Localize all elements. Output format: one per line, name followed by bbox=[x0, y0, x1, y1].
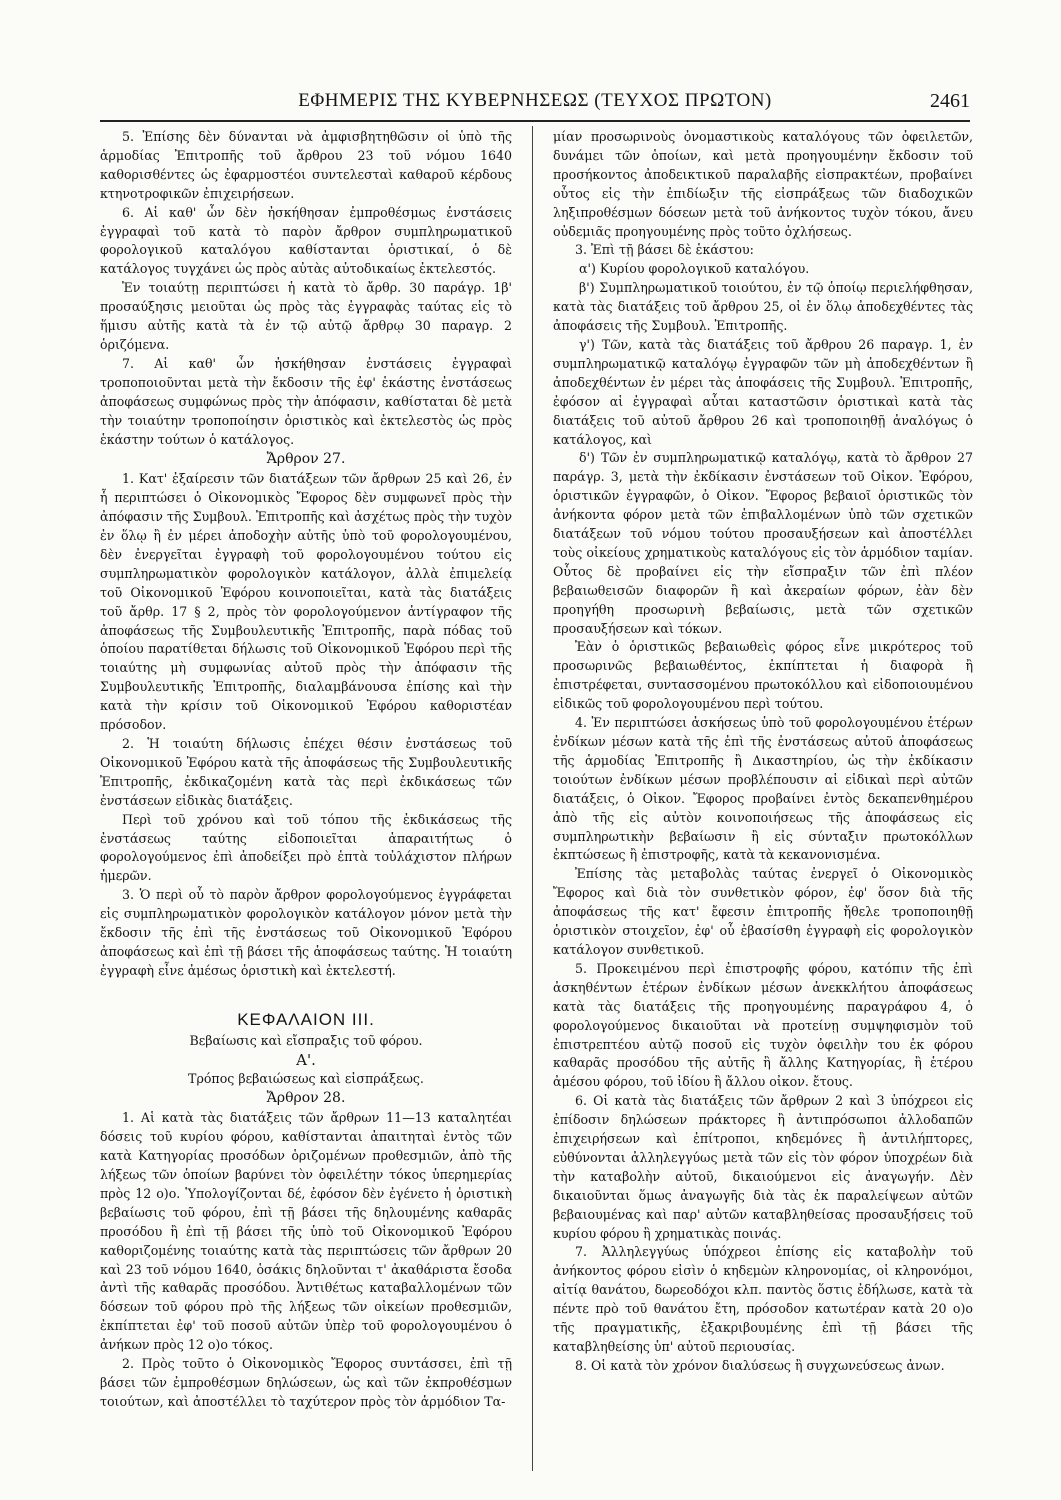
page-number: 2461 bbox=[930, 90, 970, 112]
list-item: α') Κυρίου φορολογικοῦ καταλόγου. bbox=[579, 261, 810, 277]
paragraph: μίαν προσωρινοὺς ὀνομαστικοὺς καταλόγους τῶν ὀφειλετῶν, δυνάμει τῶν ὁποίων, καὶ μετὰ προηγουμένην ἔκδοσιν τοῦ προσήκοντος ἀποδεικτικοῦ παραλαβῆς εἰσπρακτέων, προβαίνει οὗτος εἰς τὴν ἐπιδίωξιν τῆς εἰσπράξεως τῶν διαδοχικῶν ληξιπροθέσμων δόσεων μετὰ τοῦ ἀνήκοντος τυχὸν τόκου, ἄνευ οὐδεμιᾶς προηγουμένης πρὸς τοῦτο ὀχλήσεως. bbox=[553, 129, 973, 239]
paragraph: 1. Κατ' ἐξαίρεσιν τῶν διατάξεων τῶν ἄρθρων 25 καὶ 26, ἐν ἧ περιπτώσει ὁ Οἰκονομικὸς Ἔφορος δὲν συμφωνεῖ πρὸς τὴν ἀπόφασιν τῆς Συμβουλ. Ἐπιτροπῆς καὶ ἀσχέτως πρὸς τὴν τυχὸν ἐν ὅλῳ ἢ ἐν μέρει ἀποδοχὴν αὐτῆς ὑπὸ τοῦ φορολογουμένου, δὲν ἐνεργεῖται ἐγγραφὴ τοῦ φορολογουμένου τούτου εἰς συμπληρωματικὸν φορολογικὸν κατάλογον, ἀλλὰ ἐπιμελείᾳ τοῦ Οἰκονομικοῦ Ἐφόρου κοινοποιεῖται, κατὰ τὰς διατάξεις τοῦ ἄρθρ. 17 § 2, πρὸς τὸν φορολογούμενον ἀντίγραφον τῆς ἀποφάσεως τῆς Συμβουλευτικῆς Ἐπιτροπῆς, παρὰ πόδας τοῦ ὁποίου παρατίθεται δήλωσις τοῦ Οἰκονομικοῦ Ἐφόρου περὶ τῆς τοιαύτης μὴ συμφωνίας αὐτοῦ πρὸς τὴν ἀπόφασιν τῆς Συμβουλευτικῆς Ἐπιτροπῆς, διαλαμβάνουσα ἐπίσης καὶ τὴν κατὰ τὴν κρίσιν τοῦ Οἰκονομικοῦ Ἐφόρου καθοριστέαν πρόσοδον. bbox=[100, 471, 512, 733]
list-item: γ') Τῶν, κατὰ τὰς διατάξεις τοῦ ἄρθρου 26 παραγρ. 1, ἐν συμπληρωματικῷ καταλόγῳ ἐγγραφῶν τῶν μὴ ἀποδεχθέντων ἢ ἀποδεχθέντων ἐν μέρει τὰς ἀποφάσεις τῆς Συμβουλ. Ἐπιτροπῆς, ἐφόσον αἱ ἐγγραφαὶ αὗται καταστῶσιν ὁριστικαὶ κατὰ τὰς διατάξεις τοῦ αὐτοῦ ἄρθρου 26 καὶ τροποποιηθῇ ἀναλόγως ὁ κατάλογος, καὶ bbox=[553, 336, 973, 447]
paragraph: Ἐν τοιαύτῃ περιπτώσει ἡ κατὰ τὸ ἄρθρ. 30 παράγρ. 1β' προσαύξησις μειοῦται ὡς πρὸς τὰς ἐγγραφὰς ταύτας εἰς τὸ ἥμισυ αὐτῆς κατὰ τὰ ἐν τῷ αὐτῷ ἄρθρῳ 30 παραγρ. 2 ὁριζόμενα. bbox=[100, 280, 512, 352]
gazette-title: ΕΦΗΜΕΡΙΣ ΤΗΣ ΚΥΒΕΡΝΗΣΕΩΣ (ΤΕΥΧΟΣ ΠΡΩΤΟΝ) bbox=[298, 90, 772, 111]
paragraph: 5. Ἐπίσης δὲν δύνανται νὰ ἀμφισβητηθῶσιν οἱ ὑπὸ τῆς ἁρμοδίας Ἐπιτροπῆς τοῦ ἄρθρου 23 τοῦ νόμου 1640 καθορισθέντες ὡς ἐφαρμοστέοι συντελεσταὶ καθαροῦ κέρδους κτηνοτροφικῶν ἐπιχειρήσεων. bbox=[100, 129, 512, 201]
chapter-subtitle: Βεβαίωσις καὶ εἴσπραξις τοῦ φόρου. bbox=[189, 1032, 423, 1048]
paragraph: 2. Ἡ τοιαύτη δήλωσις ἐπέχει θέσιν ἐνστάσεως τοῦ Οἰκονομικοῦ Ἐφόρου κατὰ τῆς ἀποφάσεως τῆς Συμβουλευτικῆς Ἐπιτροπῆς, ἐκδικαζομένη κατὰ τὰς περὶ ἐκδικάσεως τῶν ἐνστάσεων εἰδικὰς διατάξεις. bbox=[100, 736, 512, 808]
paragraph: 7. Ἀλληλεγγύως ὑπόχρεοι ἐπίσης εἰς καταβολὴν τοῦ ἀνήκοντος φόρου εἰσὶν ὁ κηδεμὼν κληρονομίας, οἱ κληρονόμοι, αἰτίᾳ θανάτου, δωρεοδόχοι κλπ. παντὸς ὅστις ἐδήλωσε, κατὰ τὰ πέντε πρὸ τοῦ θανάτου ἔτη, πρόσοδον κατωτέραν κατὰ 20 ο)ο τῆς πραγματικῆς, ἐξακριβουμένης ἐπὶ τῇ βάσει τῆς καταβληθείσης ὑπ' αὐτοῦ περιουσίας. bbox=[553, 1244, 973, 1354]
header-rule bbox=[100, 120, 970, 122]
paragraph: 4. Ἐν περιπτώσει ἀσκήσεως ὑπὸ τοῦ φορολογουμένου ἑτέρων ἐνδίκων μέσων κατὰ τῆς ἐπὶ τῆς ἐνστάσεως αὐτοῦ ἀποφάσεως τῆς ἁρμοδίας Ἐπιτροπῆς ἢ Δικαστηρίου, ὡς τὴν ἐκδίκασιν τοιούτων ἐνδίκων μέσων προβλέπουσιν αἱ εἰδικαὶ περὶ αὐτῶν διατάξεις, ὁ Οἰκον. Ἔφορος προβαίνει ἐντὸς δεκαπενθημέρου ἀπὸ τῆς εἰς αὐτὸν κοινοποιήσεως τῆς ἀποφάσεως εἰς συμπληρωτικὴν βεβαίωσιν ἢ εἰς σύνταξιν πρωτοκόλλων ἐκπτώσεως ἢ ἐπιστροφῆς, κατὰ τὰ κεκανονισμένα. bbox=[553, 715, 973, 863]
page-header bbox=[100, 88, 970, 118]
paragraph: 1. Αἱ κατὰ τὰς διατάξεις τῶν ἄρθρων 11—13 καταλητέαι δόσεις τοῦ κυρίου φόρου, καθίστανται ἀπαιτηταὶ ἐντὸς τῶν κατὰ Κατηγορίας προσόδων ὁριζομένων προθεσμιῶν, ἀπὸ τῆς λήξεως τῶν ὁποίων βαρύνει τὸν ὀφειλέτην τόκος ὑπερημερίας πρὸς 12 ο)ο. Ὑπολογίζονται δέ, ἐφόσον δὲν ἐγένετο ἡ ὁριστικὴ βεβαίωσις τοῦ φόρου, ἐπὶ τῇ βάσει τῆς δηλουμένης καθαρᾶς προσόδου ἢ ἐπὶ τῇ βάσει τῆς ὑπὸ τοῦ Οἰκονομικοῦ Ἐφόρου καθοριζομένης τοιαύτης κατὰ τὰς περιπτώσεις τῶν ἄρθρων 20 καὶ 23 τοῦ νόμου 1640, ὁσάκις δηλοῦνται τ' ἀκαθάριστα ἔσοδα ἀντὶ τῆς καθαρᾶς προσόδου. Ἀντιθέτως καταβαλλομένων τῶν δόσεων τοῦ φόρου πρὸ τῆς λήξεως τῶν οἰκείων προθεσμιῶν, ἐκπίπτεται ἐφ' τοῦ ποσοῦ αὐτῶν ὑπὲρ τοῦ φορολογουμένου ὁ ἀνήκων πρὸς 12 ο)ο τόκος. bbox=[100, 1110, 512, 1353]
paragraph: 8. Οἱ κατὰ τὸν χρόνον διαλύσεως ἢ συγχωνεύσεως ἀνων. bbox=[575, 1357, 945, 1373]
chapter-heading: ΚΕΦΑΛΑΙΟΝ ΙΙΙ. bbox=[237, 1009, 375, 1029]
paragraph: 5. Προκειμένου περὶ ἐπιστροφῆς φόρου, κατόπιν τῆς ἐπὶ ἀσκηθέντων ἑτέρων ἐνδίκων μέσων ἀνεκκλήτου ἀποφάσεως κατὰ τὰς διατάξεις τῆς προηγουμένης παραγράφου 4, ὁ φορολογούμενος δικαιοῦται νὰ προτείνῃ συμψηφισμὸν τοῦ ἐπιστρεπτέου αὐτῷ ποσοῦ εἰς τυχὸν ὀφειλὴν του ἐκ φόρου καθαρᾶς προσόδου τῆς αὐτῆς ἢ ἄλλης Κατηγορίας, ἢ ἑτέρου ἀμέσου φόρου, τοῦ ἰδίου ἢ ἄλλου οἰκον. ἔτους. bbox=[553, 960, 973, 1090]
column-divider bbox=[532, 126, 533, 1471]
paragraph: 7. Αἱ καθ' ὧν ἠσκήθησαν ἐνστάσεις ἐγγραφαὶ τροποποιοῦνται μετὰ τὴν ἔκδοσιν τῆς ἐφ' ἑκάστης ἐνστάσεως ἀποφάσεως συμφώνως πρὸς τὴν ἀπόφασιν, καθίσταται δὲ μετὰ τὴν τοιαύτην τροποποίησιν ὁριστικὸς καὶ ἐκτελεστὸς ὡς πρὸς ἑκάστην τούτων ὁ κατάλογος. bbox=[100, 355, 512, 447]
right-column bbox=[553, 128, 973, 1473]
article-heading: Ἄρθρον 27. bbox=[266, 451, 346, 468]
list-item: β') Συμπληρωματικοῦ τοιούτου, ἐν τῷ ὁποίῳ περιελήφθησαν, κατὰ τὰς διατάξεις τοῦ ἄρθρου 25, οἱ ἐν ὅλῳ ἀποδεχθέντες τὰς ἀποφάσεις τῆς Συμβουλ. Ἐπιτροπῆς. bbox=[553, 280, 973, 334]
paragraph: 3. Ἐπὶ τῇ βάσει δὲ ἑκάστου: bbox=[575, 242, 754, 258]
paragraph: Ἐὰν ὁ ὁριστικῶς βεβαιωθεὶς φόρος εἶνε μικρότερος τοῦ προσωρινῶς βεβαιωθέντος, ἐκπίπτεται ἡ διαφορὰ ἢ ἐπιστρέφεται, συντασσομένου πρωτοκόλλου καὶ εἰδοποιουμένου εἰδικῶς τοῦ φορολογουμένου περὶ τούτου. bbox=[553, 639, 973, 712]
paragraph: 2. Πρὸς τοῦτο ὁ Οἰκονομικὸς Ἔφορος συντάσσει, ἐπὶ τῇ βάσει τῶν ἐμπροθέσμων δηλώσεων, ὡς καὶ τῶν ἐκπροθέσμων τοιούτων, καὶ ἀποστέλλει τὸ ταχύτερον πρὸς τὸν ἁρμόδιον Τα- bbox=[100, 1356, 512, 1409]
left-column bbox=[100, 128, 512, 1473]
paragraph: 6. Αἱ καθ' ὧν δὲν ἠσκήθησαν ἐμπροθέσμως ἐνστάσεις ἐγγραφαὶ τοῦ κατὰ τὸ παρὸν ἄρθρον συμπληρωματικοῦ φορολογικοῦ καταλόγου καθίστανται ὁριστικαί, ὁ δὲ κατάλογος τυγχάνει ὡς πρὸς αὐτὰς αὐτοδικαίως ἐκτελεστός. bbox=[100, 204, 512, 277]
article-heading: Ἄρθρον 28. bbox=[266, 1090, 346, 1107]
paragraph: 6. Οἱ κατὰ τὰς διατάξεις τῶν ἄρθρων 2 καὶ 3 ὑπόχρεοι εἰς ἐπίδοσιν δηλώσεων πράκτορες ἢ ἀντιπρόσωποι ἀλλοδαπῶν ἐπιχειρήσεων καὶ ἐπίτροποι, κηδεμόνες ἢ ἀντιλήπτορες, εὐθύνονται ἀλληλεγγύως μετὰ τῶν εἰς τὸν φόρον ὑποχρέων διὰ τὴν καταβολὴν αὐτοῦ, δικαιούμενοι εἰς ἀναγωγήν. Δὲν δικαιοῦνται ὅμως ἀναγωγῆς διὰ τὰς ἐκ παραλείψεων αὐτῶν βεβαιουμένας καὶ παρ' αὐτῶν καταβληθείσας προσαυξήσεις τοῦ κυρίου φόρου ἢ χρηματικὰς ποινάς. bbox=[553, 1093, 973, 1241]
section-heading: Α'. bbox=[296, 1050, 316, 1069]
paragraph: 3. Ὁ περὶ οὗ τὸ παρὸν ἄρθρον φορολογούμενος ἐγγράφεται εἰς συμπληρωματικὸν φορολογικὸν κατάλογον μόνον μετὰ τὴν ἔκδοσιν τῆς ἐπὶ τῆς ἐνστάσεως τοῦ Οἰκονομικοῦ Ἐφόρου ἀποφάσεως καὶ ἐπὶ τῇ βάσει τῆς ἀποφάσεως ταύτης. Ἡ τοιαύτη ἐγγραφὴ εἶνε ἀμέσως ὁριστικὴ καὶ ἐκτελεστή. bbox=[100, 887, 512, 978]
paragraph: Περὶ τοῦ χρόνου καὶ τοῦ τόπου τῆς ἐκδικάσεως τῆς ἐνστάσεως ταύτης εἰδοποιεῖται ἀπαραιτήτως ὁ φορολογούμενος ἐπὶ ἀποδείξει πρὸ ἑπτὰ τοὐλάχιστον πλήρων ἡμερῶν. bbox=[100, 811, 512, 884]
section-subtitle: Τρόπος βεβαιώσεως καὶ εἰσπράξεως. bbox=[188, 1070, 424, 1086]
paragraph: Ἐπίσης τὰς μεταβολὰς ταύτας ἐνεργεῖ ὁ Οἰκονομικὸς Ἔφορος καὶ διὰ τὸν συνθετικὸν φόρον, ἐφ' ὅσον διὰ τῆς ἀποφάσεως τῆς κατ' ἔφεσιν ἐπιτροπῆς ἤθελε τροποποιηθῇ ὁριστικὸν στοιχεῖον, ἐφ' οὗ ἐβασίσθη ἐγγραφὴ εἰς φορολογικὸν κατάλογον συνθετικοῦ. bbox=[553, 866, 973, 957]
list-item: δ') Τῶν ἐν συμπληρωματικῷ καταλόγῳ, κατὰ τὸ ἄρθρον 27 παράγρ. 3, μετὰ τὴν ἐκδίκασιν ἐνστάσεων τοῦ Οἰκον. Ἐφόρου, ὁριστικῶν ἐγγραφῶν, ὁ Οἰκον. Ἔφορος βεβαιοῖ ὁριστικῶς τὸν ἀνήκοντα φόρον μετὰ τῶν ἐπιβαλλομένων ὑπὸ τῶν σχετικῶν διατάξεων τοῦ νόμου τούτου προσαυξήσεων καὶ ἀποστέλλει τοὺς οἰκείους χρηματικοὺς καταλόγους εἰς τὸν ἁρμόδιον ταμίαν. Οὗτος δὲ προβαίνει εἰς τὴν εἴσπραξιν τῶν ἐπὶ πλέον βεβαιωθεισῶν διαφορῶν ἢ καὶ ἀκεραίων φόρων, ἐὰν δὲν προηγήθη προσωρινὴ βεβαίωσις, μετὰ τῶν σχετικῶν προσαυξήσεων καὶ τόκων. bbox=[553, 450, 973, 636]
